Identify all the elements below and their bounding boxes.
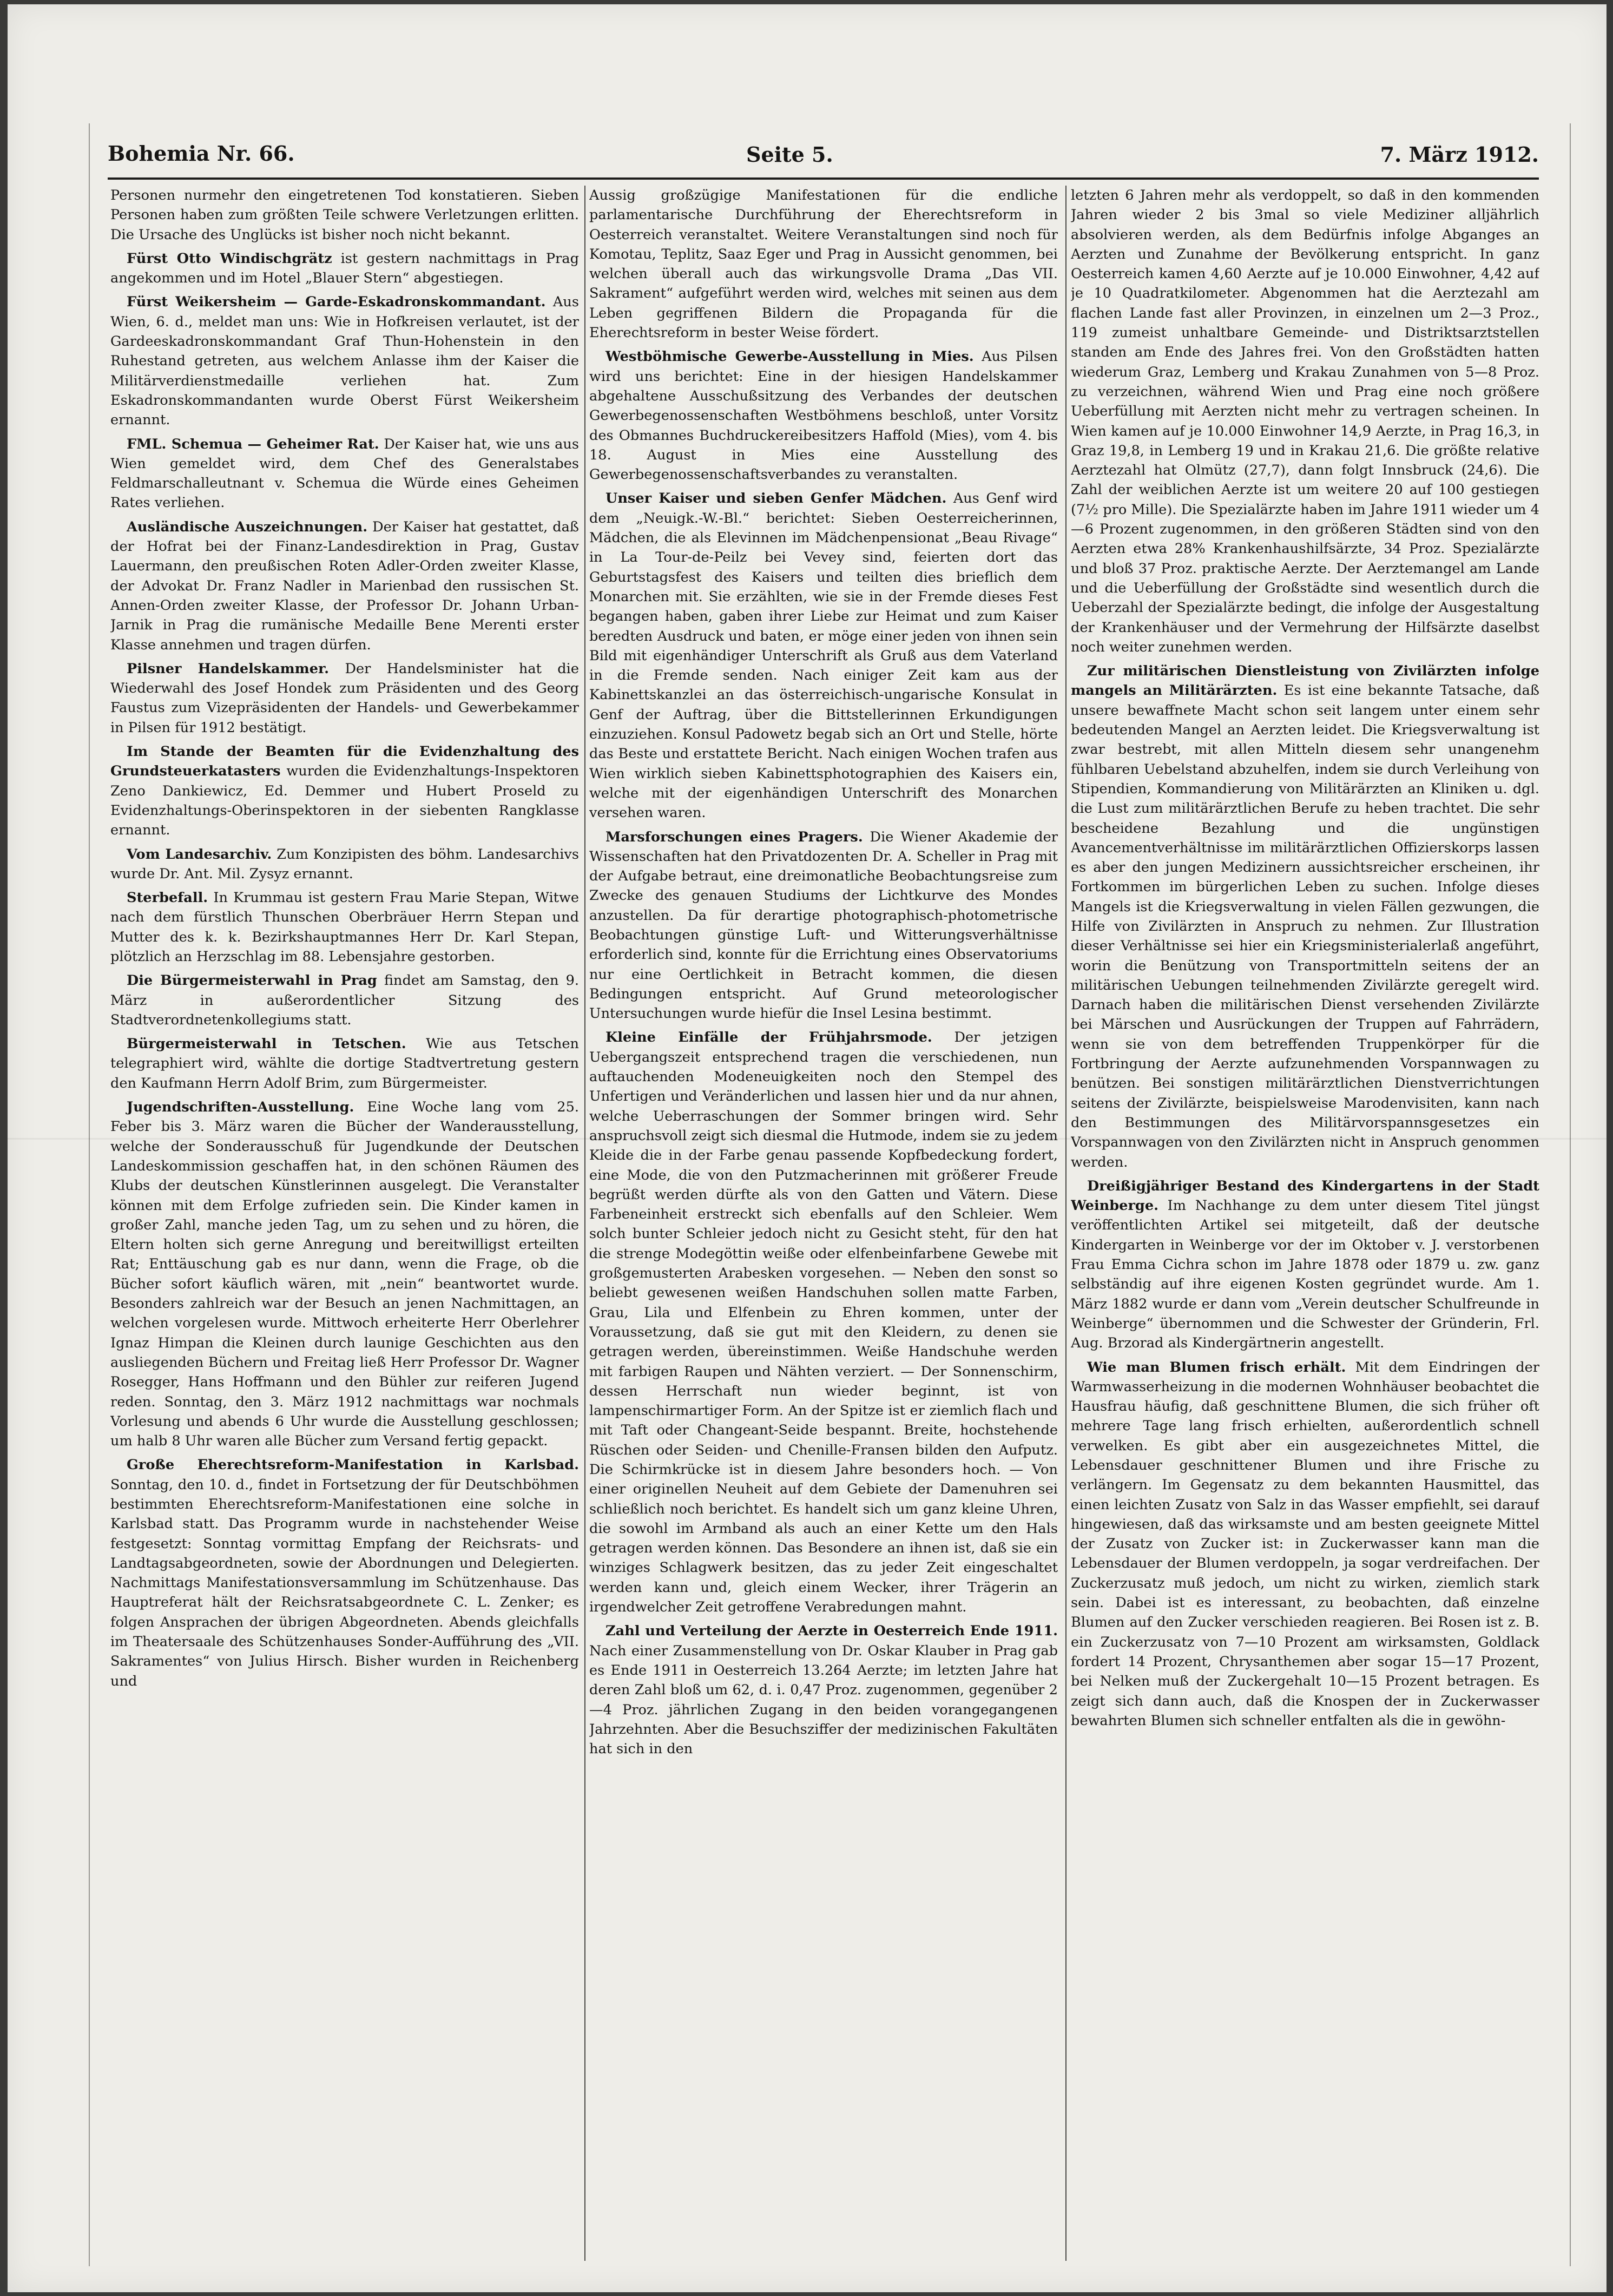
article-paragraph [110,845,579,884]
article-heading: Die Bürgermeisterwahl in Prag [127,972,377,989]
article-text: Mit dem Eindringen der Warmwasserheizung in die modernen Wohnhäuser beobachtet die Hausfrau häufig, daß geschnittene Blumen, die sich früher oft mehrere Tage lang frisch erhielten, außerordentlich schnell verwelken. Es gibt aber ein ausgezeichnetes Mittel, die Lebensdauer geschnittener Blumen und ihre Frische zu verlängern. Im Gegensatz zu dem bekannten Hausmittel, das einen leichten Zusatz von Salz in das Wasser empfiehlt, sei darauf hingewiesen, daß das wirksamste und am besten geeignete Mittel der Zusatz von Zucker ist: in Zuckerwasser kann man die Lebensdauer der Blumen verdoppeln, ja sogar verdreifachen. Der Zuckerzusatz muß jedoch, um nicht zu wirken, ziemlich stark sein. Dabei ist es interessant, zu beobachten, daß einzelne Blumen auf den Zucker verschieden reagieren. Bei Rosen ist z. B. ein Zuckerzusatz von 7—10 Prozent am wirksamsten, Goldlack fordert 14 Prozent, Chrysanthemen aber sogar 15—17 Prozent, bei Nelken muß der Zuckergehalt 10—15 Prozent betragen. Es zeigt sich dann auch, daß die Knospen der in Zuckerwasser bewahrten Blumen sich schneller entfalten als die in gewöhn- [1071,1359,1539,1729]
article-text: Eine Woche lang vom 25. Feber bis 3. März waren die Bücher der Wanderausstellung, welche der Sonderausschuß für Jugendkunde der Deutschen Landeskommission geschaffen hat, in den schönen Räumen des Klubs der deutschen Künstlerinnen ausgelegt. Die Veranstalter können mit dem Erfolge zufrieden sein. Die Kinder kamen in großer Zahl, manche jeden Tag, um zu sehen und zu hören, die Eltern holten sich gerne Anregung und bereitwilligst erteilten Rat; Enttäuschung gab es nur dann, wenn die Frage, ob die Bücher sofort käuflich wären, mit „nein“ beantwortet wurde. Besonders zahlreich war der Besuch an jenen Nachmittagen, an welchen vorgelesen wurde. Mittwoch erheiterte Herr Oberlehrer Ignaz Himpan die Kleinen durch launige Geschichten aus den ausliegenden Büchern und Freitag ließ Herr Professor Dr. Wagner Rosegger, Hans Hoffmann und den Bühler zur reiferen Jugend reden. Sonntag, den 3. März 1912 nachmittags war nochmals Vorlesung und abends 6 Uhr wurde die Ausstellung geschlossen; um halb 8 Uhr waren alle Bücher zum Versand fertig gepackt. [110,1099,579,1450]
article-paragraph [110,888,579,966]
article-heading: Fürst Otto Windischgrätz [127,250,332,267]
article-heading: Westböhmische Gewerbe-Ausstellung in Mies. [605,348,974,365]
column-divider [584,186,585,2261]
article-paragraph [110,435,579,513]
article-paragraph [110,1097,579,1451]
article-text: ist gestern nachmittags in Prag angekommen und im Hotel „Blauer Stern“ abgestiegen. [110,250,579,287]
article-text: In Krummau ist gestern Frau Marie Stepan, Witwe nach dem fürstlich Thunschen Oberbräuer Herrn Stepan und Mutter des k. k. Bezirkshauptmannes Herr Dr. Karl Stepan, plötzlich an Herzschlag im 88. Lebensjahre gestorben. [110,890,579,965]
article-text: wurden die Evidenzhaltungs-Inspektoren Zeno Dankiewicz, Ed. Demmer und Hubert Proseld zu Evidenzhaltungs-Oberinspektoren in der siebenten Rangklasse ernannt. [110,763,579,839]
article-paragraph [110,742,579,840]
article-paragraph [589,1621,1058,1759]
article-heading: Fürst Weikersheim — Garde-Eskadronskommandant. [127,294,546,311]
article-paragraph [589,489,1058,823]
header-rule [108,177,1539,180]
article-text: Aus Genf wird dem „Neuigk.-W.-Bl.“ berichtet: Sieben Oesterreicherinnen, Mädchen, die als Elevinnen im Mädchenpensionat „Beau Rivage“ in La Tour-de-Peilz bei Vevey sind, feierten dort das Geburtstagsfest des Kaisers und teilten dies brieflich dem Monarchen mit. Sie erzählten, wie sie in der Fremde dieses Fest begangen haben, gaben ihrer Liebe zur Heimat und zum Kaiser beredten Ausdruck und baten, er möge einer jeden von ihnen sein Bild mit eigenhändiger Unterschrift als Gruß aus dem Vaterland in die Fremde senden. Nach einiger Zeit kam aus der Kabinettskanzlei an das österreichisch-ungarische Konsulat in Genf der Auftrag, über die Bittstellerinnen Erkundigungen einzuziehen. Konsul Padowetz begab sich an Ort und Stelle, hörte das Beste und erstattete Bericht. Nach einigen Wochen trafen aus Wien wirklich sieben Kabinettsphotographien des Kaisers ein, welche mit der eigenhändigen Unterschrift des Monarchen versehen waren. [589,490,1058,821]
article-text: Zum Konzipisten des böhm. Landesarchivs wurde Dr. Ant. Mil. Zysyz ernannt. [110,846,579,882]
column-middle [589,186,1058,2261]
article-heading: Zahl und Verteilung der Aerzte in Oesterreich Ende 1911. [605,1623,1058,1640]
article-heading: Jugendschriften-Ausstellung. [127,1099,354,1116]
newspaper-page [8,4,1607,2292]
article-paragraph [589,186,1058,343]
issue-number: Bohemia Nr. 66. [108,141,295,166]
article-text: Wie aus Tetschen telegraphiert wird, wählte die dortige Stadtvertretung gestern den Kaufmann Herrn Adolf Brim, zum Bürgermeister. [110,1036,579,1091]
article-text: Es ist eine bekannte Tatsache, daß unsere bewaffnete Macht schon seit langem unter einem sehr bedeutenden Mangel an Aerzten leidet. Die Kriegsverwaltung ist zwar bestrebt, mit allen Mitteln diesem sehr unangenehm fühlbaren Uebelstand abzuhelfen, indem sie durch Verleihung von Stipendien, Kommandierung von Militärärzten an Kliniken u. dgl. die Lust zum militärärztlichen Berufe zu heben trachtet. Die sehr bescheidene Bezahlung und die ungünstigen Avancementverhältnisse im militärärztlichen Offizierskorps lassen es aber den jungen Medizinern aussichtsreicher erscheinen, ihr Fortkommen im bürgerlichen Leben zu suchen. Infolge dieses Mangels ist die Kriegsverwaltung in vielen Fällen gezwungen, die Hilfe von Zivilärzten in Anspruch zu nehmen. Zur Illustration dieser Verhältnisse sei hier ein Kriegsministerialerlaß angeführt, worin die Benützung von Transportmitteln seitens der an militärischen Uebungen teilnehmenden Zivilärzte geregelt wird. Darnach haben die militärischen Dienst versehenden Zivilärzte bei Märschen und Ausrückungen der Truppen auf Fahrrädern, wenn sie von dem betreffenden Truppenkörper für die Fortbringung der Aerzte aufzunehmenden Vorspannwagen zu benützen. Bei sonstigen militärärztlichen Dienstverrichtungen seitens der Zivilärzte, beispielsweise Marodenvisiten, kann nach den Bestimmungen des Militärvorspannsgesetzes ein Vorspannwagen von den Zivilärzten nicht in Anspruch genommen werden. [1071,682,1539,1170]
article-heading: Dreißigjähriger Bestand des Kindergartens in der Stadt Weinberge. [1071,1177,1539,1214]
article-text: Aus Wien, 6. d., meldet man uns: Wie in Hofkreisen verlautet, ist der Gardeeskadronskommandant Graf Thun-Hohenstein in den Ruhestand getreten, aus welchem Anlasse ihm der Kaiser die Militärverdienstmedaille verliehen hat. Zum Eskadronskommandanten wurde Oberst Fürst Weikersheim ernannt. [110,294,579,429]
article-paragraph [1071,186,1539,657]
article-text: Die Wiener Akademie der Wissenschaften hat den Privatdozenten Dr. A. Scheller in Prag mit der Aufgabe betraut, eine dreimonatliche Beobachtungsreise zum Zwecke des genauen Studiums der Lichtkurve des Mondes anzustellen. Da für derartige photographisch-photometrische Beobachtungen günstige Luft- und Witterungsverhältnisse erforderlich sind, konnte für die Errichtung eines Observatoriums nur eine Oertlichkeit in Betracht kommen, die diesen Bedingungen entspricht. Auf Grund meteorologischer Untersuchungen wurde hiefür die Insel Lesina bestimmt. [589,828,1058,1022]
page-header [108,137,1539,175]
article-text: Personen nurmehr den eingetretenen Tod konstatieren. Sieben Personen haben zum größten Teile schwere Verletzungen erlitten. Die Ursache des Unglücks ist bisher noch nicht bekannt. [110,187,579,243]
article-paragraph [110,659,579,738]
page-number: Seite 5. [746,142,833,167]
article-heading: Vom Landesarchiv. [127,846,272,863]
article-paragraph [1071,661,1539,1172]
article-paragraph [1071,1176,1539,1353]
article-paragraph [110,249,579,288]
paper-fold [8,1138,1607,1140]
article-text: Aussig großzügige Manifestationen für die endliche parlamentarische Durchführung der Eherechtsreform in Oesterreich veranstaltet. Weitere Veranstaltungen sind noch für Komotau, Teplitz, Saaz Eger und Prag in Aussicht genommen, bei welchen überall auch das wirkungsvolle Drama „Das VII. Sakrament“ aufgeführt werden wird, welches mit seinen aus dem Leben gegriffenen Bildern die Propaganda für die Eherechtsreform in bester Weise fördert. [589,187,1058,341]
article-heading: Sterbefall. [127,890,208,906]
article-text: Der Handelsminister hat die Wiederwahl des Josef Hondek zum Präsidenten und des Georg Faustus zum Vizepräsidenten der Handels- und Gewerbekammer in Pilsen für 1912 bestätigt. [110,660,579,736]
article-heading: Bürgermeisterwahl in Tetschen. [127,1036,406,1052]
article-heading: FML. Schemua — Geheimer Rat. [127,436,379,452]
article-paragraph [589,827,1058,1024]
article-text: Der Kaiser hat, wie uns aus Wien gemeldet wird, dem Chef des Generalstabes Feldmarschalleutnant v. Schemua die Würde eines Geheimen Rates verliehen. [110,436,579,511]
column-left [110,186,579,2261]
article-text: letzten 6 Jahren mehr als verdoppelt, so daß in den kommenden Jahren wieder 2 bis 3mal so viele Mediziner alljährlich absolvieren werden, als dem Bedürfnis infolge Abganges an Aerzten und Zunahme der Bevölkerung entspricht. In ganz Oesterreich kamen 4,60 Aerzte auf je 10.000 Einwohner, 4,42 auf je 10 Quadratkilometer. Abgenommen hat die Aerztezahl am flachen Lande fast aller Provinzen, in einzelnen um 2—3 Proz., 119 zumeist unhaltbare Gemeinde- und Distriktsarztstellen standen am Ende des Jahres frei. Von den Großstädten hatten wiederum Graz, Lemberg und Krakau Zunahmen von 5—8 Proz. zu verzeichnen, während Wien und Prag eine noch größere Ueberfüllung mit Aerzten nicht mehr zu vertragen scheinen. In Wien kamen auf je 10.000 Einwohner 14,9 Aerzte, in Prag 16,3, in Graz 19,8, in Lemberg 19 und in Krakau 21,6. Die größte relative Aerztezahl hat Olmütz (27,7), dann folgt Innsbruck (24,6). Die Zahl der weiblichen Aerzte ist um weitere 20 auf 100 gestiegen (7½ pro Mille). Die Spezialärzte haben im Jahre 1911 wieder um 4—6 Prozent zugenommen, in den größeren Städten sind von den Aerzten etwa 28% Krankenhaushilfsärzte, 34 Proz. Spezialärzte und bloß 37 Proz. praktische Aerzte. Der Aerztemangel am Lande und die Ueberfüllung der Großstädte sind wesentlich durch die Ueberzahl der Spezialärzte bedingt, die infolge der Ausgestaltung der Krankenhäuser und der Vermehrung der Hilfsärzte daselbst noch weiter zunehmen werden. [1071,187,1539,655]
article-heading: Im Stande der Beamten für die Evidenzhaltung des Grundsteuerkatasters [110,744,579,780]
article-heading: Ausländische Auszeichnungen. [127,518,368,535]
article-paragraph [589,1028,1058,1617]
article-heading: Große Eherechtsreform-Manifestation in Karlsbad. [127,1457,579,1473]
article-paragraph [110,1034,579,1093]
column-right [1071,186,1539,2261]
article-paragraph [110,517,579,655]
article-heading: Unser Kaiser und sieben Genfer Mädchen. [605,490,947,507]
article-text: Der jetzigen Uebergangszeit entsprechend tragen die verschiedenen, nun auftauchenden Modeneuigkeiten noch den Stempel des Unfertigen und Veränderlichen und lassen hier und da nur ahnen, welche Ueberraschungen der Sommer bringen wird. Sehr anspruchsvoll zeigt sich diesmal die Hutmode, indem sie zu jedem Kleide die in der Farbe genau passende Kopfbedeckung fordert, eine Mode, die von den Putzmacherinnen mit größerer Freude begrüßt werden dürfte als von den Gatten und Vätern. Diese Farbeneinheit erstreckt sich ebenfalls auf den Schleier. Wem solch bunter Schleier jedoch nicht zu Gesicht steht, für den hat die strenge Modegöttin weiße oder elfenbeinfarbene Gewebe mit großgemusterten Arabesken vorgesehen. — Neben den sonst so beliebt gewesenen weißen Handschuhen sollen matte Farben, Grau, Lila und Elfenbein zu Ehren kommen, unter der Voraussetzung, daß sie gut mit den Kleidern, zu denen sie getragen werden, übereinstimmen. Weiße Handschuhe werden mit farbigen Raupen und Nähten verziert. — Der Sonnenschirm, dessen Herrschaft nun wieder beginnt, ist von lampenschirmartiger Form. An der Spitze ist er ziemlich flach und mit Taft oder Changeant-Seide bespannt. Breite, hochstehende Rüschen oder Seiden- und Chenille-Fransen bilden den Aufputz. Die Schirmkrücke ist in diesem Jahre besonders hoch. — Von einer originellen Neuheit auf dem Gebiete der Damenuhren sei schließlich noch berichtet. Es handelt sich um ganz kleine Uhren, die sowohl im Armband als auch an einer Kette um den Hals getragen werden können. Das Besondere an ihnen ist, daß sie ein winziges Schlagwerk besitzen, das zu jeder Zeit eingeschaltet werden kann und, gleich einem Wecker, ihrer Trägerin an irgendwelcher Zeit getroffene Verabredungen mahnt. [589,1029,1058,1616]
article-heading: Zur militärischen Dienstleistung von Zivilärzten infolge mangels an Militärärzten. [1071,663,1539,699]
article-text: Aus Pilsen wird uns berichtet: Eine in der hiesigen Handelskammer abgehaltene Ausschußsitzung des Verbandes der deutschen Gewerbegenossenschaften Westböhmens beschloß, unter Vorsitz des Obmannes Buchdruckereibesitzers Haffold (Mies), vom 4. bis 18. August in Mies eine Ausstellung des Gewerbegenossenschaftsverbandes zu veranstalten. [589,348,1058,483]
issue-date: 7. März 1912. [1380,142,1539,167]
article-text: Sonntag, den 10. d., findet in Fortsetzung der für Deutschböhmen bestimmten Eherechtsreform-Manifestationen eine solche in Karlsbad statt. Das Programm wurde in nachstehender Weise festgesetzt: Sonntag vormittag Empfang der Reichsrats- und Landtagsabgeordneten, sowie der Abordnungen und Delegierten. Nachmittags Manifestationsversammlung im Schützenhause. Das Hauptreferat hält der Reichsratsabgeordnete C. L. Zenker; es folgen Ansprachen der übrigen Abgeordneten. Abends gleichfalls im Theatersaale des Schützenhauses Sonder-Aufführung des „VII. Sakramentes“ von Julius Hirsch. Bisher wurden in Reichenberg und [110,1476,579,1689]
article-heading: Kleine Einfälle der Frühjahrsmode. [605,1029,932,1046]
article-paragraph [1071,1358,1539,1731]
article-text: Im Nachhange zu dem unter diesem Titel jüngst veröffentlichten Artikel sei mitgeteilt, daß der deutsche Kindergarten in Weinberge vor der im Oktober v. J. verstorbenen Frau Emma Cichra schon im Jahre 1878 oder 1879 u. zw. ganz selbständig auf ihre eigenen Kosten gegründet wurde. Am 1. März 1882 wurde er dann vom „Verein deutscher Schulfreunde in Weinberge“ übernommen und die Schwester der Gründerin, Frl. Aug. Brzorad als Kindergärtnerin angestellt. [1071,1198,1539,1352]
column-divider [1065,186,1066,2261]
article-heading: Pilsner Handelskammer. [127,660,330,677]
article-paragraph [110,1455,579,1691]
article-paragraph [110,292,579,430]
article-text: findet am Samstag, den 9. März in außerordentlicher Sitzung des Stadtverordnetenkollegiums statt. [110,972,579,1028]
article-heading: Marsforschungen eines Pragers. [605,828,863,845]
article-paragraph [110,971,579,1030]
article-text: Der Kaiser hat gestattet, daß der Hofrat bei der Finanz-Landesdirektion in Prag, Gustav Lauermann, den preußischen Roten Adler-Orden zweiter Klasse, der Advokat Dr. Franz Nadler in Marienbad den russischen St. Annen-Orden zweiter Klasse, der Professor Dr. Johann Urban-Jarnik in Prag die rumänische Medaille Bene Merenti erster Klasse annehmen und tragen dürfen. [110,518,579,653]
article-text: Nach einer Zusammenstellung von Dr. Oskar Klauber in Prag gab es Ende 1911 in Oesterreich 13.264 Aerzte; im letzten Jahre hat deren Zahl bloß um 62, d. i. 0,47 Proz. zugenommen, gegenüber 2—4 Proz. jährlichen Zugang in den beiden vorangegangenen Jahrzehnten. Aber die Besuchsziffer der medizinischen Fakultäten hat sich in den [589,1642,1058,1758]
article-paragraph [589,347,1058,484]
article-paragraph [110,186,579,245]
article-heading: Wie man Blumen frisch erhält. [1087,1359,1346,1376]
